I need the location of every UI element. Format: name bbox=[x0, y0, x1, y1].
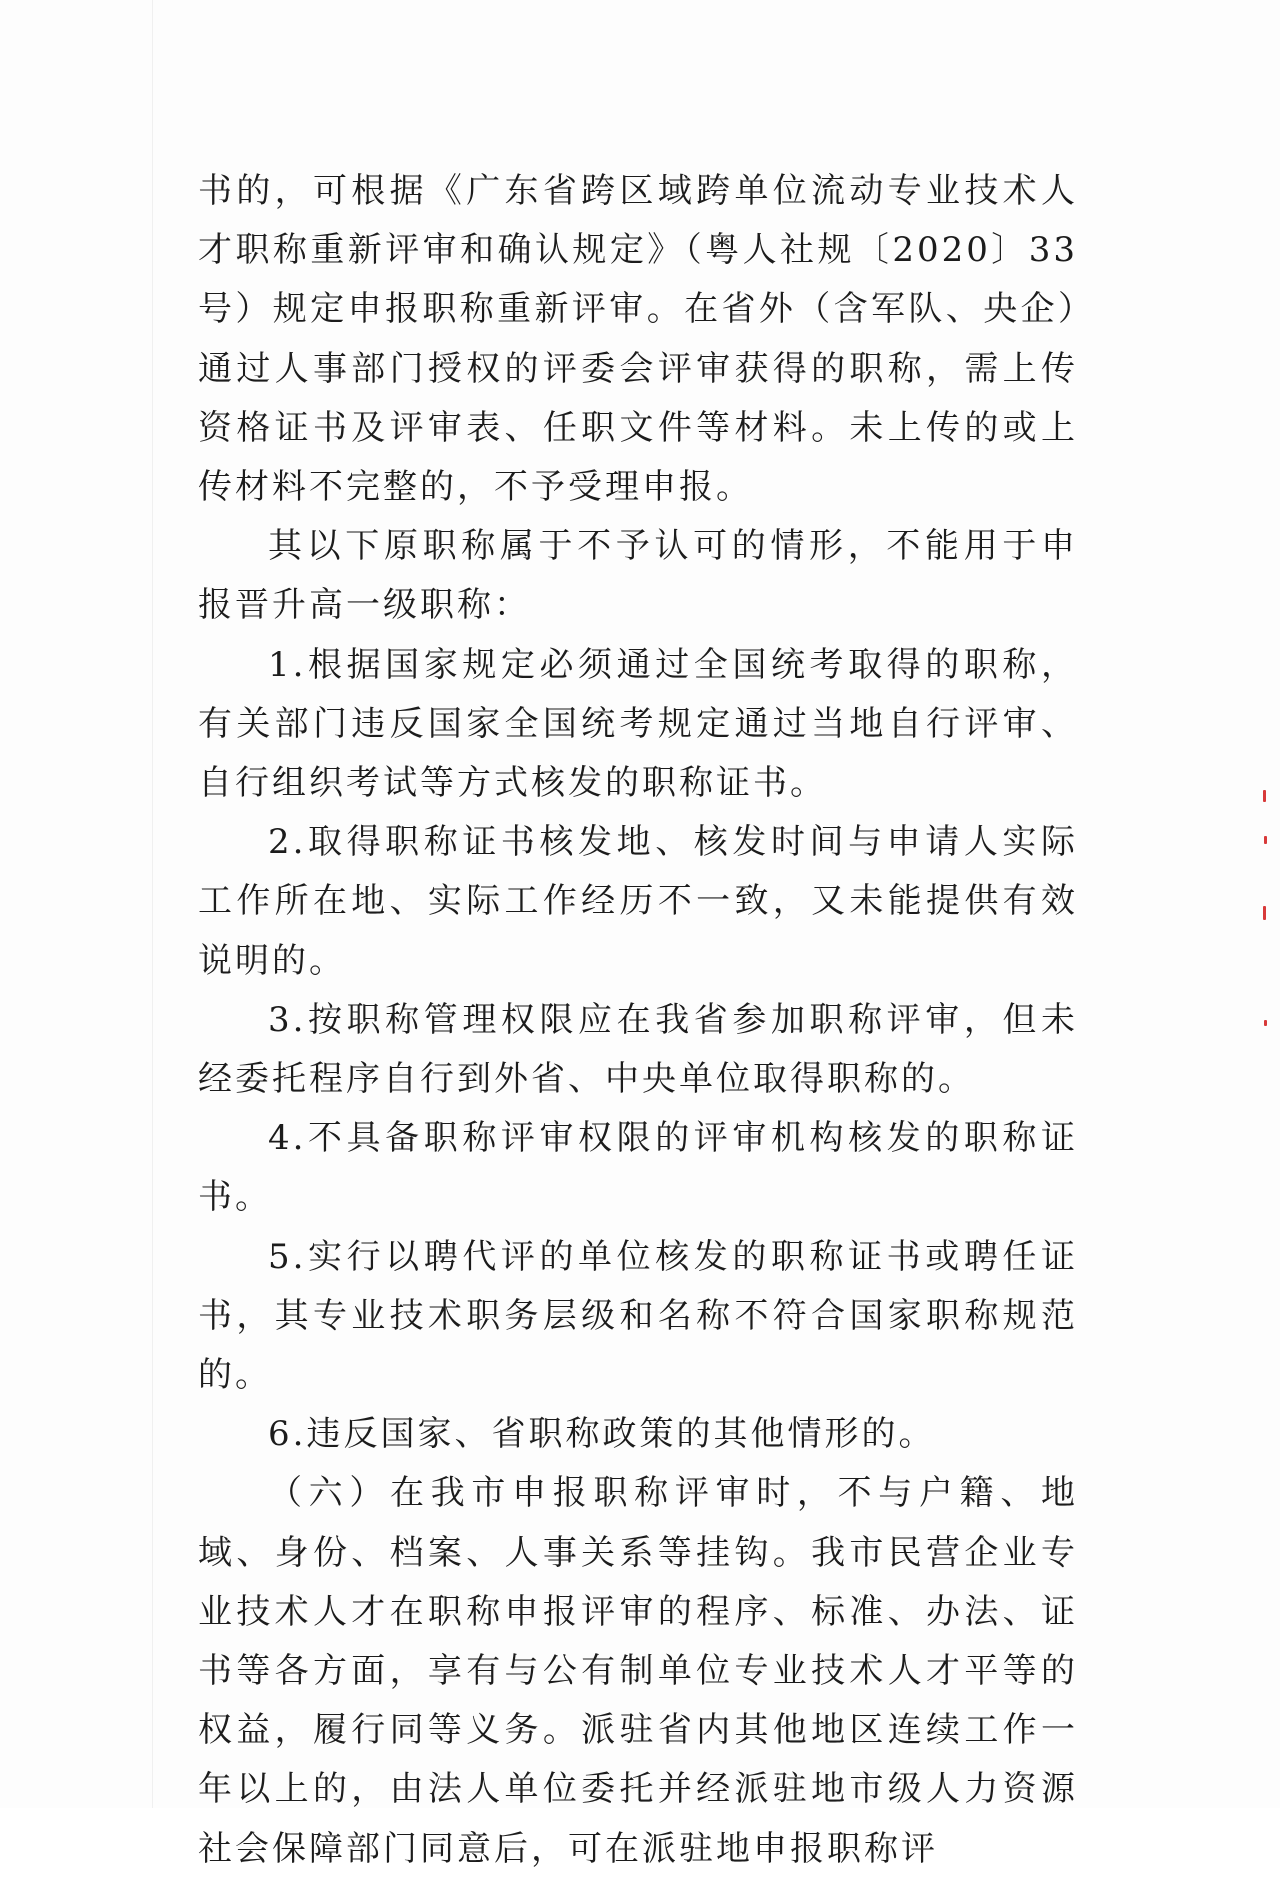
paragraph-item-4: 4.不具备职称评审权限的评审机构核发的职称证书。 bbox=[198, 1118, 1078, 1218]
seal-edge-mark bbox=[1263, 906, 1266, 920]
paragraph-exclusion-intro: 其以下原职称属于不予认可的情形，不能用于申报晋升高一级职称： bbox=[198, 526, 1078, 626]
paragraph-section-6: （六）在我市申报职称评审时，不与户籍、地域、身份、档案、人事关系等挂钩。我市民营企业专业技术人才在职称申报评审的程序、标准、办法、证书等各方面，享有与公有制单位专业技术人才平等的权益，履行同等义务。派驻省内其他地区连续工作一年以上的，由法人单位委托并经派驻地市级人力资源社会保障部门同意后，可在派驻地申报职称评 bbox=[198, 1473, 1078, 1869]
seal-edge-mark bbox=[1264, 836, 1267, 844]
document-body bbox=[198, 162, 1078, 1879]
paragraph-item-1: 1.根据国家规定必须通过全国统考取得的职称，有关部门违反国家全国统考规定通过当地自行评审、自行组织考试等方式核发的职称证书。 bbox=[198, 644, 1078, 804]
paragraph-item-5: 5.实行以聘代评的单位核发的职称证书或聘任证书，其专业技术职务层级和名称不符合国家职称规范的。 bbox=[198, 1236, 1078, 1396]
scan-fold-line bbox=[152, 0, 153, 1808]
paragraph-item-6: 6.违反国家、省职称政策的其他情形的。 bbox=[268, 1414, 936, 1455]
paragraph-item-3: 3.按职称管理权限应在我省参加职称评审，但未经委托程序自行到外省、中央单位取得职称的。 bbox=[198, 999, 1078, 1100]
paragraph-continuation: 书的，可根据《广东省跨区域跨单位流动专业技术人才职称重新评审和确认规定》（粤人社规〔2020〕33号）规定申报职称重新评审。在省外（含军队、央企）通过人事部门授权的评委会评审获得的职称，需上传资格证书及评审表、任职文件等材料。未上传的或上传材料不完整的，不予受理申报。 bbox=[198, 171, 1078, 508]
seal-edge-mark bbox=[1263, 790, 1266, 802]
paragraph-item-2: 2.取得职称证书核发地、核发时间与申请人实际工作所在地、实际工作经历不一致，又未能提供有效说明的。 bbox=[198, 822, 1078, 981]
seal-edge-mark bbox=[1264, 1020, 1267, 1026]
